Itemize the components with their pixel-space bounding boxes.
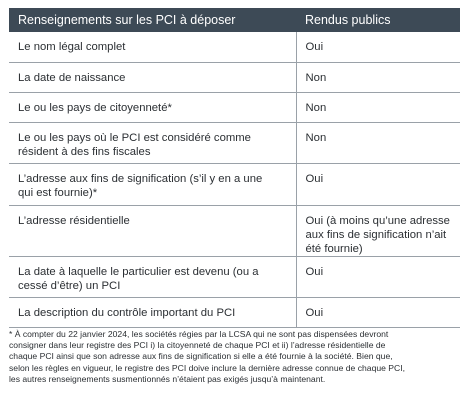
row-label: La description du contrôle important du PCI — [9, 298, 296, 328]
row-value: Non — [296, 93, 460, 123]
table-row — [9, 63, 460, 93]
footnote: * À compter du 22 janvier 2024, les sociétés régies par la LCSA qui ne sont pas dispensées devront consigner dans leur registre des PCI i) la citoyenneté de chaque PCI et ii) l’adresse résidentielle de chaque PCI ainsi que son adresse aux fins de signification si elle a été fournie à la société. Bien que, selon les règles en vigueur, le registre des PCI doive inclure la dernière adresse connue de chaque PCI, les autres renseignements susmentionnés n’étaient pas exigés jusqu’à maintenant. — [9, 329, 406, 384]
row-value: Oui — [296, 164, 460, 206]
row-label: L’adresse résidentielle — [9, 206, 296, 257]
table-row — [9, 298, 460, 328]
row-value: Non — [296, 123, 460, 164]
table-row — [9, 123, 460, 164]
row-label: La date à laquelle le particulier est devenu (ou a cessé d’être) un PCI — [9, 257, 296, 298]
row-label: Le ou les pays où le PCI est considéré comme résident à des fins fiscales — [9, 123, 296, 164]
table-row — [9, 93, 460, 123]
table-row — [9, 164, 460, 206]
row-label: L’adresse aux fins de signification (s’il y en a une qui est fournie)* — [9, 164, 296, 206]
header-made-public: Rendus publics — [296, 8, 460, 32]
row-value: Oui — [296, 32, 460, 63]
row-label: La date de naissance — [9, 63, 296, 93]
row-label: Le nom légal complet — [9, 32, 296, 63]
row-label: Le ou les pays de citoyenneté* — [9, 93, 296, 123]
row-value: Oui — [296, 257, 460, 298]
table-row — [9, 206, 460, 257]
pci-disclosure-table — [9, 8, 460, 328]
row-value: Oui (à moins qu’une adresse aux fins de signification n’ait été fournie) — [296, 206, 460, 257]
table-header-row — [9, 8, 460, 32]
row-value: Oui — [296, 298, 460, 328]
table-row — [9, 32, 460, 63]
row-value: Non — [296, 63, 460, 93]
header-information: Renseignements sur les PCI à déposer — [9, 8, 296, 32]
table-row — [9, 257, 460, 298]
